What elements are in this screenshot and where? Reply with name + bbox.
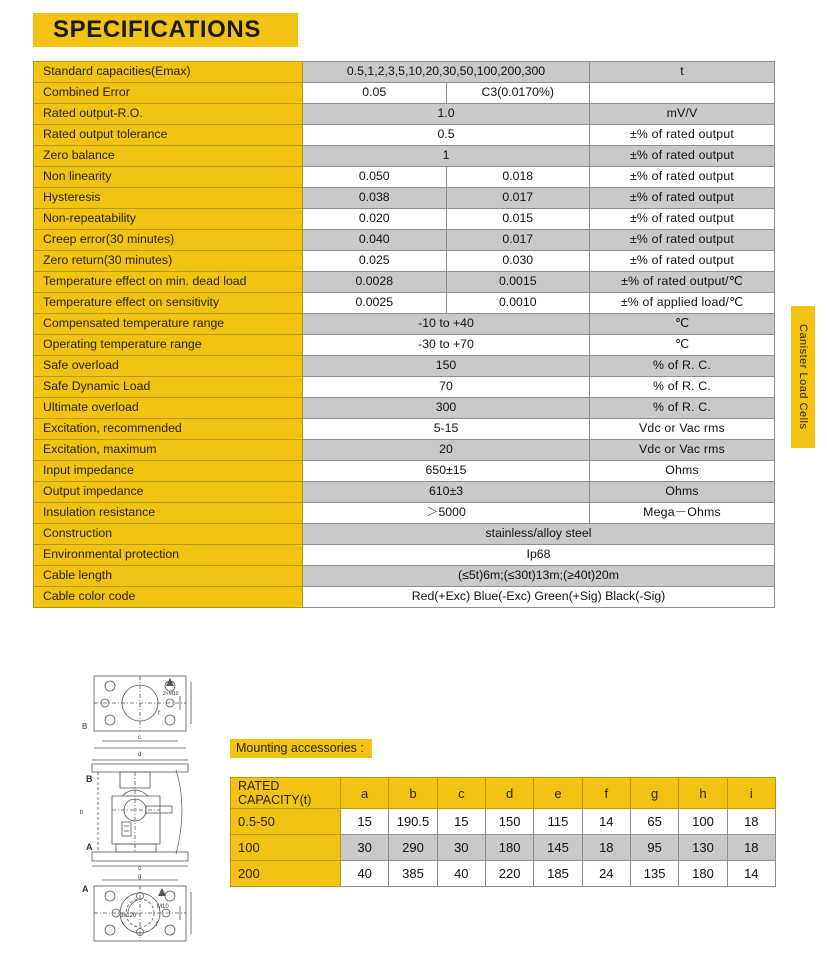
mounting-row	[231, 809, 776, 835]
mounting-header-capacity	[231, 778, 341, 809]
spec-row-unit: ±% of rated output	[590, 188, 775, 209]
spec-row	[34, 251, 775, 272]
mounting-row	[231, 835, 776, 861]
spec-row	[34, 419, 775, 440]
spec-row-unit: % of R. C.	[590, 398, 775, 419]
spec-row-value: 1	[303, 146, 590, 167]
mounting-header-capacity-line1: RATED	[238, 779, 280, 793]
spec-row-unit: ±% of rated output	[590, 146, 775, 167]
mounting-row-value: 135	[630, 861, 678, 887]
mounting-row-value: 40	[341, 861, 389, 887]
spec-row-value: 1.0	[303, 104, 590, 125]
spec-row-label: Temperature effect on min. dead load	[34, 272, 303, 293]
spec-row	[34, 314, 775, 335]
drawing-label-c: c	[138, 866, 141, 870]
spec-row-value-b: 0.0010	[446, 293, 590, 314]
spec-row-label: Compensated temperature range	[34, 314, 303, 335]
mounting-row-value: 115	[534, 809, 582, 835]
spec-row-value-a: 0.050	[303, 167, 447, 188]
spec-row-value: Ip68	[303, 545, 775, 566]
mounting-row-value: 24	[582, 861, 630, 887]
spec-row	[34, 335, 775, 356]
spec-row	[34, 440, 775, 461]
spec-row	[34, 83, 775, 104]
mounting-header-row	[231, 778, 776, 809]
spec-row-label: Output impedance	[34, 482, 303, 503]
mounting-row-capacity: 100	[231, 835, 341, 861]
drawing-label-d: d	[138, 752, 142, 758]
spec-row	[34, 398, 775, 419]
mounting-header-col: b	[389, 778, 437, 809]
mounting-header-col: g	[630, 778, 678, 809]
spec-row	[34, 62, 775, 83]
spec-row-unit: ℃	[590, 314, 775, 335]
spec-row-value-a: 0.020	[303, 209, 447, 230]
spec-row-label: Excitation, recommended	[34, 419, 303, 440]
spec-row	[34, 272, 775, 293]
spec-row	[34, 356, 775, 377]
spec-row-value-a: 0.040	[303, 230, 447, 251]
page-title: SPECIFICATIONS	[53, 16, 261, 43]
mounting-row	[231, 861, 776, 887]
mounting-row-value: 190.5	[389, 809, 437, 835]
spec-row	[34, 188, 775, 209]
spec-row-label: Zero balance	[34, 146, 303, 167]
spec-row-unit: Vdc or Vac rms	[590, 440, 775, 461]
spec-row-value-b: 0.015	[446, 209, 590, 230]
spec-row-value: 150	[303, 356, 590, 377]
spec-row-value: -10 to +40	[303, 314, 590, 335]
spec-row-value: 0.5	[303, 125, 590, 146]
spec-row	[34, 461, 775, 482]
drawing-label-2xM10: 2×M10	[163, 691, 179, 697]
mounting-row-value: 220	[485, 861, 533, 887]
drawing-label-B: B	[82, 722, 88, 731]
specifications-title-banner	[33, 13, 298, 47]
mounting-row-value: 15	[341, 809, 389, 835]
bottom-plate-drawing	[72, 872, 212, 959]
mounting-row-value: 14	[727, 861, 775, 887]
mounting-row-value: 150	[485, 809, 533, 835]
spec-row-value-a: 0.025	[303, 251, 447, 272]
mounting-row-value: 65	[630, 809, 678, 835]
drawing-label-B: B	[86, 774, 93, 784]
spec-row-value: 650±15	[303, 461, 590, 482]
spec-row-label: Excitation, maximum	[34, 440, 303, 461]
spec-row-label: Rated output-R.O.	[34, 104, 303, 125]
spec-row	[34, 587, 775, 608]
mounting-row-value: 14	[582, 809, 630, 835]
spec-row-unit: Ohms	[590, 482, 775, 503]
drawing-label-3x120: 3x120°	[120, 913, 139, 919]
spec-row	[34, 503, 775, 524]
spec-row-unit: mV/V	[590, 104, 775, 125]
drawing-label-c: c	[138, 735, 141, 741]
mounting-row-value: 100	[679, 809, 727, 835]
mounting-table-head	[231, 778, 776, 809]
side-tab-label: Canister Load Cells	[797, 324, 809, 430]
mounting-row-value: 145	[534, 835, 582, 861]
spec-row-label: Input impedance	[34, 461, 303, 482]
spec-row-unit: ±% of rated output	[590, 209, 775, 230]
mounting-header-col: c	[437, 778, 485, 809]
spec-row	[34, 167, 775, 188]
spec-row-value-a: 0.05	[303, 83, 447, 104]
spec-row-unit: Ohms	[590, 461, 775, 482]
spec-row-label: Safe overload	[34, 356, 303, 377]
mounting-accessories-table	[230, 777, 776, 887]
mounting-row-capacity: 0.5-50	[231, 809, 341, 835]
drawing-label-g: g	[138, 874, 142, 880]
spec-row-value-b: 0.0015	[446, 272, 590, 293]
spec-row-value-a: 0.0025	[303, 293, 447, 314]
spec-row-label: Rated output tolerance	[34, 125, 303, 146]
spec-row-unit: ±% of rated output	[590, 167, 775, 188]
mounting-header-col: i	[727, 778, 775, 809]
side-tab-canister-load-cells	[791, 306, 815, 448]
spec-row-unit: % of R. C.	[590, 356, 775, 377]
spec-row-unit: ±% of rated output	[590, 251, 775, 272]
spec-row-label: Ultimate overload	[34, 398, 303, 419]
mounting-row-value: 185	[534, 861, 582, 887]
mounting-table-body	[231, 809, 776, 887]
spec-row-label: Cable color code	[34, 587, 303, 608]
mounting-row-value: 30	[341, 835, 389, 861]
mounting-header-col: d	[485, 778, 533, 809]
drawing-label-M10: M10	[157, 904, 169, 910]
spec-row-label: Insulation resistance	[34, 503, 303, 524]
spec-row-label: Creep error(30 minutes)	[34, 230, 303, 251]
spec-row-unit: t	[590, 62, 775, 83]
spec-row-label: Cable length	[34, 566, 303, 587]
spec-row-value: 70	[303, 377, 590, 398]
spec-row	[34, 545, 775, 566]
spec-row-label: Construction	[34, 524, 303, 545]
spec-row-value: 610±3	[303, 482, 590, 503]
spec-row-label: Zero return(30 minutes)	[34, 251, 303, 272]
mounting-header-col: a	[341, 778, 389, 809]
spec-row-value: 5-15	[303, 419, 590, 440]
mounting-row-value: 180	[485, 835, 533, 861]
spec-row-label: Hysteresis	[34, 188, 303, 209]
spec-row-value-b: 0.017	[446, 188, 590, 209]
mounting-row-value: 18	[582, 835, 630, 861]
spec-row-label: Operating temperature range	[34, 335, 303, 356]
spec-row	[34, 377, 775, 398]
mounting-row-value: 385	[389, 861, 437, 887]
spec-row-value: (≤5t)6m;(≤30t)13m;(≥40t)20m	[303, 566, 775, 587]
spec-row-value: Red(+Exc) Blue(-Exc) Green(+Sig) Black(-Sig)	[303, 587, 775, 608]
mounting-row-value: 18	[727, 809, 775, 835]
spec-row-label: Non-repeatability	[34, 209, 303, 230]
spec-row-value: 20	[303, 440, 590, 461]
drawing-label-f: f	[158, 711, 160, 717]
mounting-row-value: 290	[389, 835, 437, 861]
spec-row-label: Environmental protection	[34, 545, 303, 566]
spec-row-value-b: 0.030	[446, 251, 590, 272]
spec-row-value-b: 0.018	[446, 167, 590, 188]
spec-row-value: 300	[303, 398, 590, 419]
spec-row	[34, 125, 775, 146]
spec-row	[34, 230, 775, 251]
spec-row-unit: ±% of applied load/℃	[590, 293, 775, 314]
spec-row-label: Safe Dynamic Load	[34, 377, 303, 398]
spec-row-unit	[590, 83, 775, 104]
spec-row-unit: ±% of rated output	[590, 125, 775, 146]
drawing-label-A: A	[82, 884, 89, 894]
spec-row-unit: ℃	[590, 335, 775, 356]
spec-row	[34, 104, 775, 125]
mounting-row-value: 18	[727, 835, 775, 861]
mounting-row-value: 40	[437, 861, 485, 887]
spec-row-value-b: C3(0.0170%)	[446, 83, 590, 104]
spec-row-unit: ±% of rated output/℃	[590, 272, 775, 293]
spec-row	[34, 209, 775, 230]
mounting-row-value: 15	[437, 809, 485, 835]
spec-row-value-a: 0.0028	[303, 272, 447, 293]
mounting-header-col: f	[582, 778, 630, 809]
spec-row-unit: % of R. C.	[590, 377, 775, 398]
spec-row	[34, 524, 775, 545]
spec-row-value: stainless/alloy steel	[303, 524, 775, 545]
mounting-row-value: 30	[437, 835, 485, 861]
spec-row-label: Standard capacities(Emax)	[34, 62, 303, 83]
spec-row	[34, 146, 775, 167]
mounting-row-capacity: 200	[231, 861, 341, 887]
mounting-header-col: h	[679, 778, 727, 809]
spec-row	[34, 293, 775, 314]
mounting-header-col: e	[534, 778, 582, 809]
spec-row-value: ＞5000	[303, 503, 590, 524]
mounting-accessories-label: Mounting accessories :	[230, 739, 372, 758]
specifications-table-body	[34, 62, 775, 608]
spec-row-value: -30 to +70	[303, 335, 590, 356]
mounting-row-value: 95	[630, 835, 678, 861]
drawing-label-b: b	[80, 810, 84, 816]
spec-row-value: 0.5,1,2,3,5,10,20,30,50,100,200,300	[303, 62, 590, 83]
spec-row	[34, 566, 775, 587]
spec-row	[34, 482, 775, 503]
spec-row-value-a: 0.038	[303, 188, 447, 209]
spec-row-label: Combined Error	[34, 83, 303, 104]
mounting-header-capacity-line2: CAPACITY(t)	[238, 793, 312, 807]
specifications-table	[33, 61, 775, 608]
side-elevation-drawing	[72, 758, 212, 875]
spec-row-label: Non linearity	[34, 167, 303, 188]
spec-row-unit: Vdc or Vac rms	[590, 419, 775, 440]
spec-row-unit: ±% of rated output	[590, 230, 775, 251]
mounting-row-value: 130	[679, 835, 727, 861]
drawing-label-A: A	[86, 842, 93, 852]
top-plate-drawing	[72, 668, 212, 768]
spec-row-label: Temperature effect on sensitivity	[34, 293, 303, 314]
mounting-row-value: 180	[679, 861, 727, 887]
spec-row-unit: Mega－Ohms	[590, 503, 775, 524]
spec-row-value-b: 0.017	[446, 230, 590, 251]
drawing-label-f: f	[156, 922, 158, 928]
